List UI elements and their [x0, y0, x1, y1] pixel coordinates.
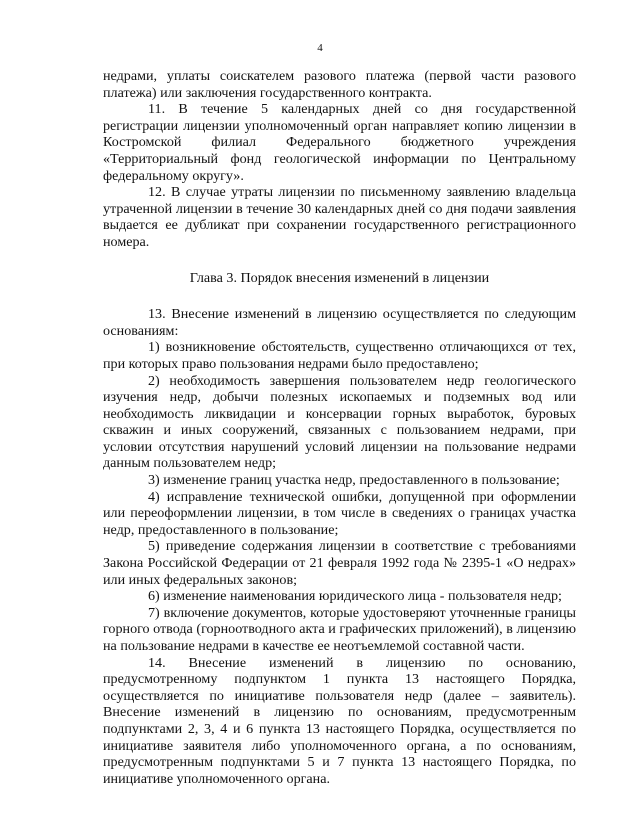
- paragraph: 4) исправление технической ошибки, допущенной при оформлении или переоформлении лицензии, в том числе в сведениях о границах участка недр, предоставленного в пользование;: [103, 488, 576, 538]
- paragraph: 5) приведение содержания лицензии в соответствие с требованиями Закона Российской Федерации от 21 февраля 1992 года № 2395-1 «О недрах» или иных федеральных законов;: [103, 538, 576, 588]
- paragraph: 12. В случае утраты лицензии по письменному заявлению владельца утраченной лицензии в течение 30 календарных дней со дня подачи заявления выдается ее дубликат при сохранении государственного регистрационного номера.: [103, 184, 576, 250]
- paragraph: 3) изменение границ участка недр, предоставленного в пользование;: [148, 472, 560, 489]
- chapter-heading: Глава 3. Порядок внесения изменений в лицензии: [189, 269, 490, 286]
- paragraph: 11. В течение 5 календарных дней со дня государственной регистрации лицензии уполномоченный орган направляет копию лицензии в Костромской филиал Федерального бюджетного учреждения «Территориальный фонд геологической информации по Центральному федеральному округу».: [103, 101, 576, 184]
- paragraph: 2) необходимость завершения пользователем недр геологического изучения недр, добычи полезных ископаемых и подземных вод или необходимость ликвидации и консервации горных выработок, буровых скважин и иных сооружений, связанных с пользованием недрами, при условии отсутствия нарушений условий лицензии на пользование недрами данным пользователем недр;: [103, 372, 576, 472]
- paragraph: 13. Внесение изменений в лицензию осуществляется по следующим основаниям:: [103, 306, 576, 339]
- paragraph: 6) изменение наименования юридического лица - пользователя недр;: [148, 588, 562, 605]
- page-number: 4: [317, 42, 323, 54]
- paragraph: недрами, уплаты соискателем разового платежа (первой части разового платежа) или заключения государственного контракта.: [103, 68, 576, 101]
- section-before-heading: [103, 68, 576, 251]
- paragraph: 14. Внесение изменений в лицензию по основанию, предусмотренному подпунктом 1 пункта 13 настоящего Порядка, осуществляется по инициативе пользователя недр (далее – заявитель). Внесение изменений в лицензию по основаниям, предусмотренным подпунктами 2, 3, 4 и 6 пункта 13 настоящего Порядка, осуществляется по инициативе заявителя либо уполномоченного органа, а по основаниям, предусмотренным подпунктами 5 и 7 пункта 13 настоящего Порядка, по инициативе уполномоченного органа.: [103, 654, 576, 787]
- section-after-heading: [103, 306, 576, 787]
- paragraph: 7) включение документов, которые удостоверяют уточненные границы горного отвода (горноотводного акта и графических приложений), в лицензию на пользование недрами в качестве ее неотъемлемой составной части.: [103, 604, 576, 654]
- document-body: [103, 68, 576, 787]
- paragraph: 1) возникновение обстоятельств, существенно отличающихся от тех, при которых право пользования недрами было предоставлено;: [103, 339, 576, 372]
